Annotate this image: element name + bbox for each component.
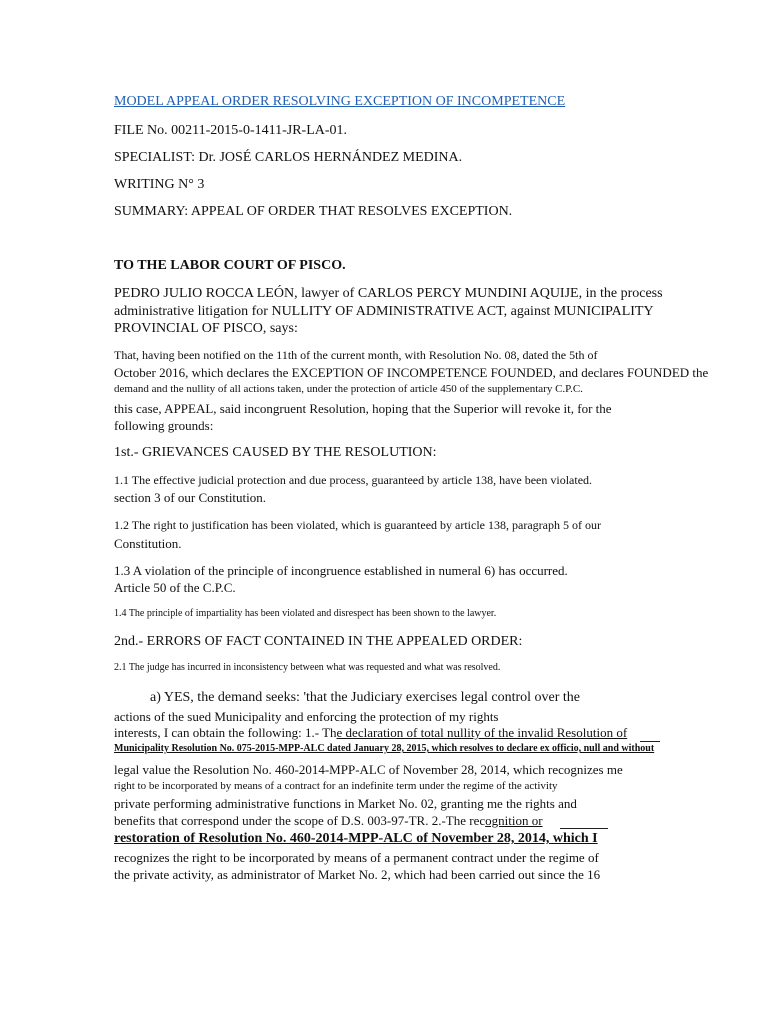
body-paragraph-line-4: this case, APPEAL, said incongruent Resolution, hoping that the Superior will revoke it, for the [114,401,612,416]
document-title-link[interactable]: MODEL APPEAL ORDER RESOLVING EXCEPTION OF INCOMPETENCE [114,94,566,109]
underline-rule-2 [560,828,608,829]
item-a-line-8 [114,814,543,827]
body-paragraph-line-2: October 2016, which declares the EXCEPTION OF INCOMPETENCE FOUNDED, and declares FOUNDED the [114,365,709,380]
grievance-1-4: 1.4 The principle of impartiality has been violated and disrespect has been shown to the lawyer. [114,608,497,619]
item-a-line-11: the private activity, as administrator of Market No. 2, which had been carried out since the 16 [114,867,601,882]
specialist-line: SPECIALIST: Dr. JOSÉ CARLOS HERNÁNDEZ MEDINA. [114,150,463,165]
intro-line-2: administrative litigation for NULLITY OF ADMINISTRATIVE ACT, against MUNICIPALITY [114,304,654,319]
item-a-line-1: a) YES, the demand seeks: 'that the Judiciary exercises legal control over the [150,690,581,705]
item-a-line-3-underlined: e declaration of total nullity of the invalid Resolution of [336,725,628,740]
item-a-line-8-text: benefits that correspond under the scope of D.S. 003-97-TR. 2.-The rec [114,813,486,828]
grievance-1-2-line-2: Constitution. [114,536,182,551]
intro-line-3: PROVINCIAL OF PISCO, says: [114,321,298,336]
item-a-line-3-text: interests, I can obtain the following: 1.- Th [114,725,337,740]
item-a-line-9: restoration of Resolution No. 460-2014-MPP-ALC of November 28, 2014, which I [114,831,598,846]
grievance-1-3-line-1: 1.3 A violation of the principle of incongruence established in numeral 6) has occurred. [114,563,568,578]
item-a-line-7: private performing administrative functions in Market No. 02, granting me the rights and [114,796,577,811]
body-paragraph-line-5: following grounds: [114,418,214,433]
body-paragraph-line-3: demand and the nullity of all actions taken, under the protection of article 450 of the supplementary C.P.C. [114,383,583,395]
underline-rule-1 [640,741,660,742]
grievance-1-2-line-1: 1.2 The right to justification has been violated, which is guaranteed by article 138, paragraph 5 of our [114,518,601,532]
addressee-heading: TO THE LABOR COURT OF PISCO. [114,258,346,273]
item-a-line-4: Municipality Resolution No. 075-2015-MPP-ALC dated January 28, 2015, which resolves to declare ex officio, null and without [114,743,655,754]
error-2-1: 2.1 The judge has incurred in inconsistency between what was requested and what was resolved. [114,662,501,673]
summary-line: SUMMARY: APPEAL OF ORDER THAT RESOLVES EXCEPTION. [114,204,513,219]
grievance-1-1-line-1: 1.1 The effective judicial protection and due process, guaranteed by article 138, have been violated. [114,473,593,487]
item-a-line-6: right to be incorporated by means of a contract for an indefinite term under the regime of the activity [114,780,558,792]
item-a-line-2: actions of the sued Municipality and enforcing the protection of my rights [114,709,499,724]
grievance-1-3-line-2: Article 50 of the C.P.C. [114,580,236,595]
section-2-heading: 2nd.- ERRORS OF FACT CONTAINED IN THE APPEALED ORDER: [114,634,523,649]
file-number: FILE No. 00211-2015-0-1411-JR-LA-01. [114,123,348,138]
section-1-heading: 1st.- GRIEVANCES CAUSED BY THE RESOLUTION: [114,445,437,460]
item-a-line-10: recognizes the right to be incorporated by means of a permanent contract under the regime of [114,850,599,865]
item-a-line-8-underlined: ognition or [485,813,543,828]
intro-line-1: PEDRO JULIO ROCCA LEÓN, lawyer of CARLOS PERCY MUNDINI AQUIJE, in the process [114,286,663,301]
body-paragraph-line-1: That, having been notified on the 11th of the current month, with Resolution No. 08, dated the 5th of [114,348,598,362]
writing-number: WRITING N° 3 [114,177,205,192]
item-a-line-3 [114,726,627,739]
item-a-line-5: legal value the Resolution No. 460-2014-MPP-ALC of November 28, 2014, which recognizes me [114,762,623,777]
grievance-1-1-line-2: section 3 of our Constitution. [114,490,267,505]
